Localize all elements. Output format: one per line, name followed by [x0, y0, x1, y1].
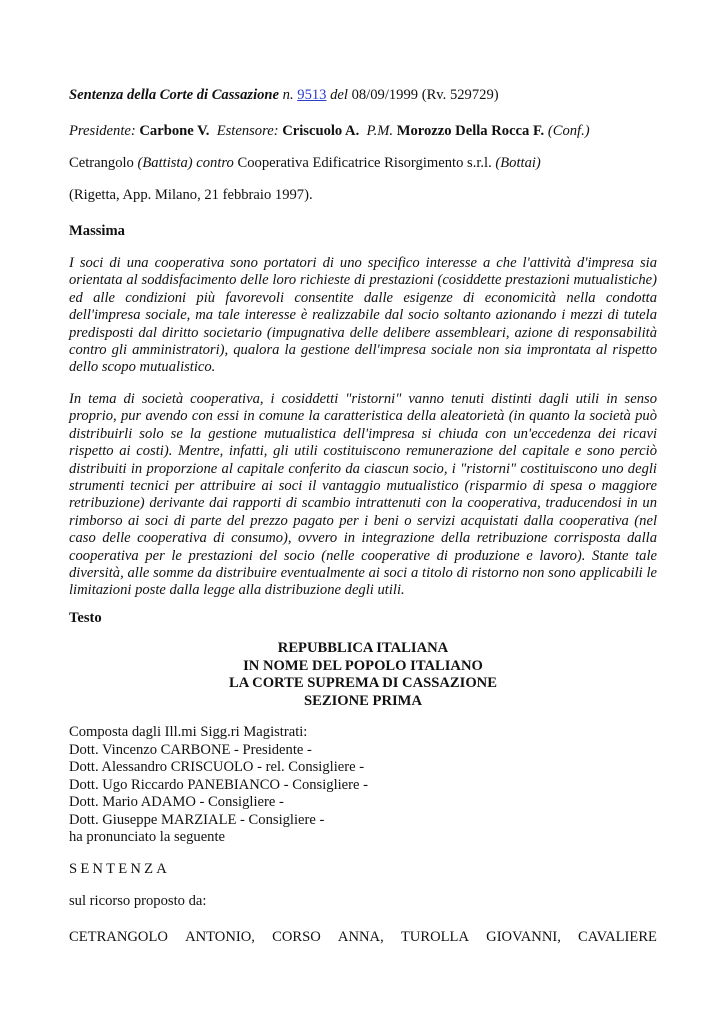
- magistrate-2: Dott. Alessandro CRISCUOLO - rel. Consigliere -: [69, 759, 365, 775]
- name-4: ANNA,: [337, 929, 384, 945]
- estensore-label: Estensore:: [209, 123, 279, 139]
- magistrate-1: Dott. Vincenzo CARBONE - Presidente -: [69, 741, 312, 758]
- massima-paragraph-2: In tema di società cooperativa, i cosiddetti "ristorni" vanno tenuti distinti dagli utili in senso proprio, pur avendo con essi in comune la caratteristica della aleatorietà (in quanto la società può distribuirli solo se la gestione mutualistica dell'impresa si chiuda con un'eccedenza dei ricavi rispetto ai costi). Mentre, infatti, gli utili costituiscono remunerazione del capitale e sono perciò distribuiti in proporzione al capitale conferito da ciascun socio, i "ristorni" costituiscono uno degli strumenti tecnici per attribuire ai soci il vantaggio mutualistico (risparmio di spesa o maggiore retribuzione) derivante dai rapporti di scambio intrattenuti con la cooperativa, traducendosi in un rimborso ai soci di parte del prezzo pagato per i beni o servizi acquistati dalla cooperativa (nel caso delle cooperativa di consumo), ovvero in integrazione della retribuzione corrisposta dalla cooperativa per le prestazioni del socio (nelle cooperative di produzione e lavoro). Stante tale diversità, alle somme da distribuire eventualmente ai soci a titolo di ristorno non sono applicabili le limitazioni poste dalla legge alla distribuzione degli utili.: [69, 391, 657, 599]
- citation-del: del: [326, 87, 348, 103]
- magistrate-3: Dott. Ugo Riccardo PANEBIANCO - Consigliere -: [69, 776, 369, 793]
- appellants-line: [69, 928, 657, 946]
- citation-line: [69, 86, 499, 104]
- parties-line: [69, 154, 541, 172]
- president-name: Carbone V.: [135, 123, 210, 139]
- magistrates-list: [69, 724, 368, 847]
- magistrate-4: Dott. Mario ADAMO - Consigliere -: [69, 794, 284, 810]
- name-7: CAVALIERE: [578, 929, 657, 945]
- heading-line-4: SEZIONE PRIMA: [304, 692, 422, 709]
- heading-line-1: REPUBBLICA ITALIANA: [277, 640, 449, 656]
- name-3: CORSO: [272, 929, 321, 945]
- composta-intro: Composta dagli Ill.mi Sigg.ri Magistrati:: [69, 724, 308, 740]
- massima-paragraph-1: I soci di una cooperativa sono portatori di uno specifico interesse a che l'attività d'impresa sia orientata al soddisfacimento delle loro richieste di prestazioni (cosiddette prestazioni mutualistiche) ed alle condizioni più favorevoli consentite dalle esigenze di economicità nella condotta dell'impresa sociale, ma tale interesse è realizzabile dal socio soltanto azionando i mezzi di tutela predisposti dal diritto societario (impugnativa delle delibere assembleari, azione di responsabilità contro gli amministratori), qualora la gestione dell'impresa sociale non sia improntata al rispetto dello scopo mutualistico.: [69, 255, 657, 376]
- ricorso-line: sul ricorso proposto da:: [69, 893, 207, 909]
- name-5: TUROLLA: [400, 929, 469, 945]
- name-6: GIOVANNI,: [486, 929, 561, 945]
- president-label: Presidente:: [69, 123, 136, 139]
- citation-court: Sentenza della Corte di Cassazione: [69, 87, 280, 103]
- pm-label: P.M.: [359, 123, 394, 139]
- pronunciato-line: ha pronunciato la seguente: [69, 829, 226, 845]
- heading-line-3: LA CORTE SUPREMA DI CASSAZIONE: [229, 675, 497, 691]
- magistrate-5: Dott. Giuseppe MARZIALE - Consigliere -: [69, 811, 325, 828]
- sentenza-text: SENTENZA: [69, 861, 170, 877]
- citation-number-link[interactable]: 9513: [297, 87, 327, 103]
- pm-conf: (Conf.): [544, 123, 590, 139]
- party-a: Cetrangolo: [69, 155, 134, 171]
- testo-title: Testo: [69, 610, 102, 626]
- name-1: CETRANGOLO: [69, 929, 168, 945]
- party-b-lawyer: (Bottai): [491, 155, 541, 171]
- estensore-name: Criscuolo A.: [278, 123, 360, 139]
- party-a-lawyer: (Battista) contro: [133, 155, 234, 171]
- heading-line-2: IN NOME DEL POPOLO ITALIANO: [243, 657, 483, 674]
- massima-title: Massima: [69, 223, 125, 239]
- party-b: Cooperativa Edificatrice Risorgimento s.r.l.: [233, 155, 492, 171]
- pm-name: Morozzo Della Rocca F.: [393, 123, 545, 139]
- name-2: ANTONIO,: [185, 929, 255, 945]
- citation-n: n.: [279, 87, 298, 103]
- court-heading: [69, 640, 657, 710]
- judges-line: [69, 122, 590, 140]
- rigetta-line: (Rigetta, App. Milano, 21 febbraio 1997).: [69, 187, 313, 203]
- citation-date: 08/09/1999 (Rv. 529729): [347, 87, 499, 103]
- sentenza-title: [69, 860, 170, 878]
